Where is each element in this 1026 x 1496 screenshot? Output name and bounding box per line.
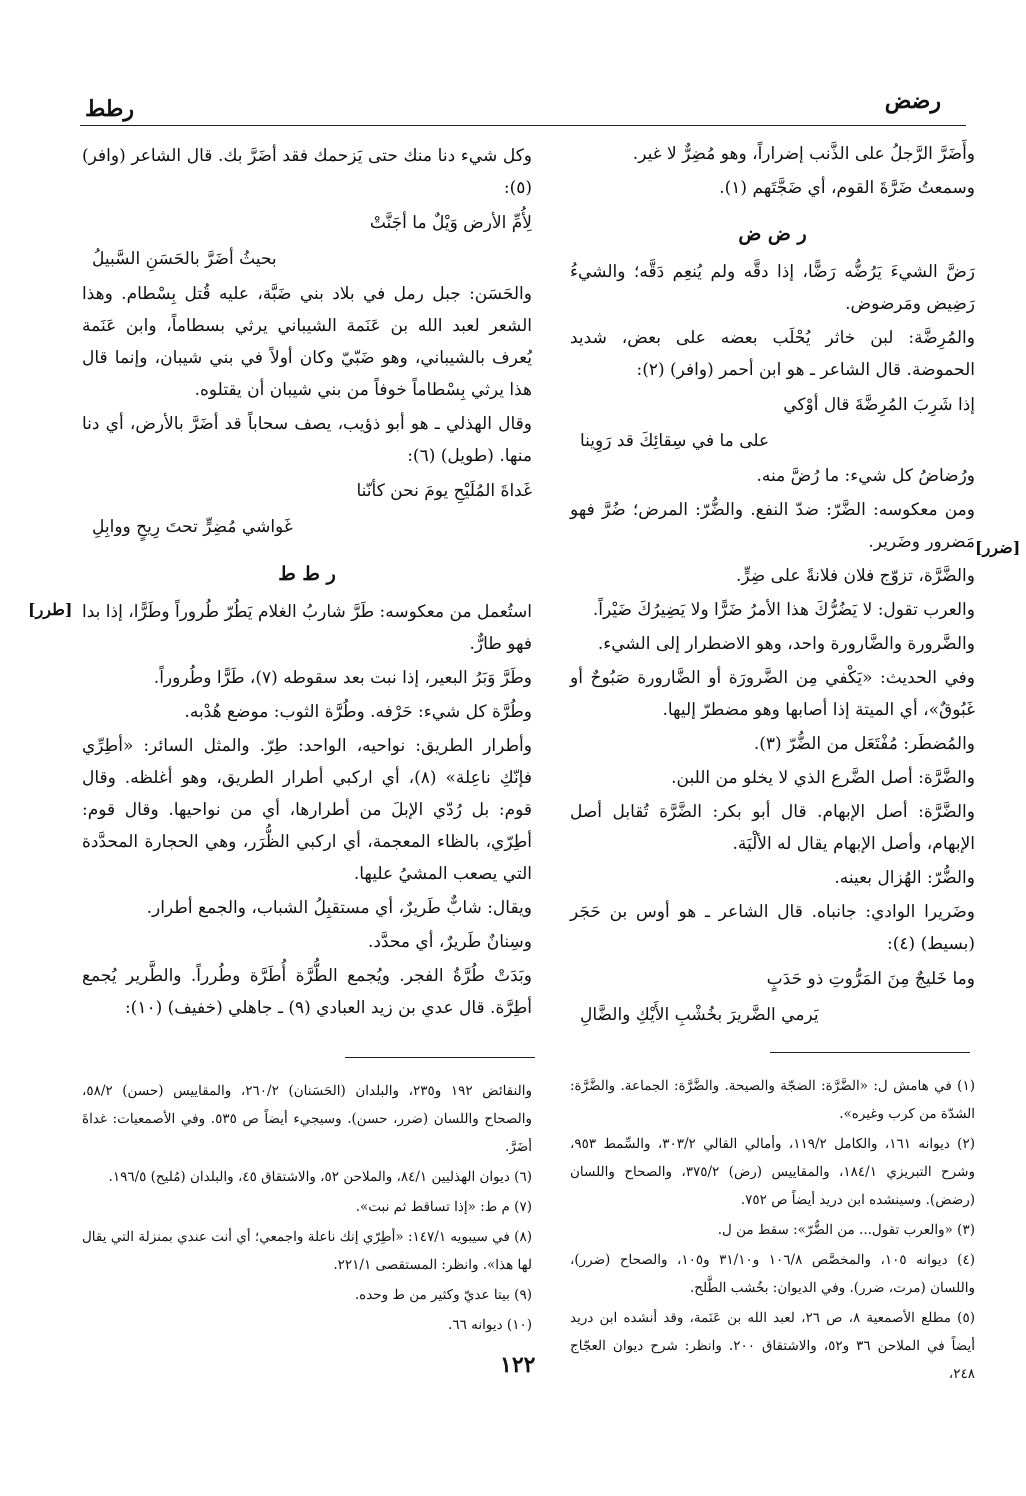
footnote-divider-right	[770, 1052, 970, 1053]
paragraph: وأطرار الطريق: نواحيه، الواحد: طِرّ. والمثل السائر: «أطِرِّي فإنّكِ ناعِلة» (٨)، أي اركبي أطرار الطريق، وهو أغلظه. وقال قوم: بل رُدّي الإبلَ من أطرارها، أي من نواحيها. وقال قوم: أطِرّي، بالظاء المعجمة، أي اركبي الظُّرَر، وهي الحجارة المحدَّدة التي يصعب المشيُ عليها.	[82, 736, 532, 884]
paragraph: وكل شيء دنا منك حتى يَزحمك فقد أضَرَّ بك. قال الشاعر (وافر) (٥):	[82, 146, 532, 198]
paragraph: وأَضَرَّ الرَّجلُ على الذَّنب إضراراً، وهو مُضِرٌّ لا غير.	[632, 144, 975, 164]
paragraph: وسِنانٌ طَريرٌ، أي محدَّد.	[368, 932, 532, 952]
paragraph: والعرب تقول: لا يَضُرُّكَ هذا الأمرُ ضَرًّا ولا يَضِيرُكَ ضَيْراً.	[592, 600, 975, 620]
margin-root-note-tarar: [طرر]	[28, 600, 73, 619]
header-divider	[80, 125, 966, 126]
verse-hemistich: غَداةَ المُلَيْحِ يومَ نحن كأنّنا	[356, 481, 532, 501]
paragraph: وطُرَّة كل شيء: حَرْفه. وطُرَّة الثوب: موضع هُدْبه.	[184, 702, 532, 722]
footnote: (٦) ديوان الهذليين ٨٤/١، والملاحن ٥٢، والاشتقاق ٤٥، والبلدان (مُليح) ١٩٦/٥.	[108, 1169, 532, 1185]
header-root-word-right: رضض	[884, 88, 941, 114]
verse-hemistich: يَرمي الضَّريرَ بخُشْبِ الأَيْكِ والضَّالِ	[580, 1005, 819, 1025]
footnote: (٤) ديوانه ١٠٥، والمخصَّص ١٠٦/٨ و٣١/١٠ و١٠٥، والصحاح (ضرر)، واللسان (مرت، ضرر). وفي الديوان: بخُشب الطَّلح.	[570, 1252, 975, 1296]
right-column	[570, 138, 975, 1034]
paragraph: رَضَّ الشيءَ يَرُضُّه رَضًّا، إذا دقَّه ولم يُنعِم دَقَّه؛ والشيءُ رَضِيض ومَرضوض.	[570, 262, 975, 314]
paragraph: ورُضاضُ كل شيء: ما رُضَّ منه.	[756, 466, 975, 486]
verse-hemistich: وما خَليجٌ مِنَ المَرُّوتِ ذو حَدَبٍ	[766, 969, 975, 989]
left-column	[82, 140, 532, 1026]
paragraph: وبَدَتْ طُرَّةُ الفجر. ويُجمع الطُّرَّة أُطَرَّة وطُرراً. والطَّرير يُجمع أطِرَّة. قال عدي بن زيد العبادي (٩) ـ جاهلي (خفيف) (١٠):	[82, 966, 532, 1018]
footnote: (٨) في سيبويه ١٤٧/١: «أطِرّي إنك ناعلة واجمعي؛ أي أنت عندي بمنزلة التي يقال لها هذا». وانظر: المستقصى ٢٢١/١.	[82, 1229, 532, 1273]
footnote: (٩) بيتا عديّ وكثير من ط وحده.	[354, 1287, 532, 1303]
paragraph: استُعمل من معكوسه: طَرَّ شاربُ الغلام يَطُرّ طُروراً وطَرًّا، إذا بدا فهو طارٌّ.	[82, 602, 532, 654]
paragraph: والحَسَن: جبل رمل في بلاد بني ضَبَّة، عليه قُتل بِسْطام. وهذا الشعر لعبد الله بن عَنَمة الشيباني يرثي بسطاماً، وابن عَنَمة يُعرف بالشيباني، وهو ضَبّيّ وكان أولاً في بني شيبان، وإنما قال هذا يرثي بِسْطاماً خوفاً من بني شيبان أن يقتلوه.	[82, 284, 532, 400]
paragraph: وقال الهذلي ـ هو أبو ذؤيب، يصف سحاباً قد أضَرَّ بالأرض، أي دنا منها. (طويل) (٦):	[82, 414, 532, 466]
footnote-divider-left	[345, 1057, 535, 1058]
footnote: (١٠) ديوانه ٦٦.	[448, 1317, 532, 1333]
footnote: (٧) م ط: «إذا تساقط ثم نبت».	[355, 1199, 532, 1215]
paragraph: والمُضطَر: مُفْتَعَل من الضُّرّ (٣).	[753, 734, 975, 754]
paragraph: وطَرَّ وَبَرُ البعير، إذا نبت بعد سقوطه (٧)، طَرًّا وطُروراً.	[153, 668, 532, 688]
footnote: (١) في هامش ل: «الضَّرَّة: الضجّة والصيحة. والضَّرَّة: الجماعة. والضَّرَّة: الشدّة من كرب وغيره».	[570, 1078, 975, 1122]
footnote: (٣) «والعرب تقول... من الضُّرّ»: سقط من ل.	[717, 1222, 975, 1238]
paragraph: وضَريرا الوادي: جانباه. قال الشاعر ـ هو أوس بن حَجَر (بسيط) (٤):	[570, 902, 975, 954]
page-number: ١٢٢	[500, 1352, 536, 1378]
verse-hemistich: بحيثُ أضَرَّ بالحَسَنِ السَّبيلُ	[92, 249, 277, 269]
verse-hemistich: على ما في سِقائِكَ قد رَوِينا	[580, 431, 770, 451]
footnote: (٥) مطلع الأصمعية ٨، ص ٢٦، لعبد الله بن عَنَمة، وقد أنشده ابن دريد أيضاً في الملاحن ٣٦ و٥٢، والاشتقاق ٢٠٠. وانظر: شرح ديوان العجّاج ٢٤٨،	[570, 1310, 975, 1382]
verse-hemistich: لِأُمِّ الأرض وَيْلٌ ما أجَنَّتْ	[369, 213, 532, 233]
paragraph: وفي الحديث: «يَكْفي مِن الضَّرورَة أو الضَّارورة صَبُوحٌ أو غَبُوقٌ»، أي الميتة إذا أصابها وهو مضطرّ إليها.	[570, 668, 975, 720]
root-heading-ratt: ر ط ط	[278, 563, 336, 585]
verse-hemistich: غَواشي مُضِرٍّ تحتَ رِيحٍ ووابِلِ	[92, 517, 293, 537]
footnote: (٢) ديوانه ١٦١، والكامل ١١٩/٢، وأمالي القالي ٣٠٣/٢، والسِّمط ٩٥٣، وشرح التبريزي ١٨٤/١، والمقاييس (رض) ٣٧٥/٢، والصحاح واللسان (رضض). وسينشده ابن دريد أيضاً ص ٧٥٢.	[570, 1136, 976, 1208]
paragraph: والضَّرَّة: أصل الضَّرع الذي لا يخلو من اللبن.	[671, 768, 975, 788]
paragraph: والضَّرورة والضَّارورة واحد، وهو الاضطرار إلى الشيء.	[597, 634, 975, 654]
paragraph: والضَّرَّة: أصل الإبهام. قال أبو بكر: الضَّرَّة تُقابل أصل الإبهام، وأصل الإبهام يقال له الألْيَة.	[570, 802, 975, 854]
paragraph: ويقال: شابٌّ طَريرٌ، أي مستقبِلُ الشباب، والجمع أطرار.	[146, 898, 532, 918]
header-root-word-left: رطط	[85, 96, 135, 122]
footnotes-right	[570, 1072, 975, 1390]
footnotes-left	[82, 1077, 532, 1341]
margin-root-note-darar: [ضرر]	[975, 538, 1021, 557]
paragraph: والضَّرَّة، تزوّج فلان فلانةً على ضِرٍّ.	[736, 566, 975, 586]
root-heading-radd: ر ض ض	[738, 223, 807, 245]
verse-hemistich: إذا شَرِبَ المُرِضَّةَ قال أوْكي	[783, 395, 975, 415]
paragraph: والمُرِضَّة: لبن خاثر يُحْلَب بعضه على بعض، شديد الحموضة. قال الشاعر ـ هو ابن أحمر (وافر) (٢):	[570, 328, 975, 380]
footnote: والنقائض ١٩٢ و٢٣٥، والبلدان (الحَسَنان) ٢٦٠/٢، والمقاييس (حسن) ٥٨/٢، والصحاح واللسان (ضرر، حسن). وسيجيء أيضاً ص ٥٣٥. وفي الأصمعيات: غداةَ أضَرَّ.	[82, 1083, 532, 1155]
paragraph: والضُّرّ: الهُزال بعينه.	[834, 868, 975, 888]
paragraph: وسمعتُ ضَرَّةَ القوم، أي ضَجَّتَهم (١).	[719, 178, 975, 198]
paragraph: ومن معكوسه: الضَّرّ: ضدّ النفع. والضُّرّ: المرض؛ ضُرَّ فهو مَضرور وضَرير.	[570, 500, 975, 552]
